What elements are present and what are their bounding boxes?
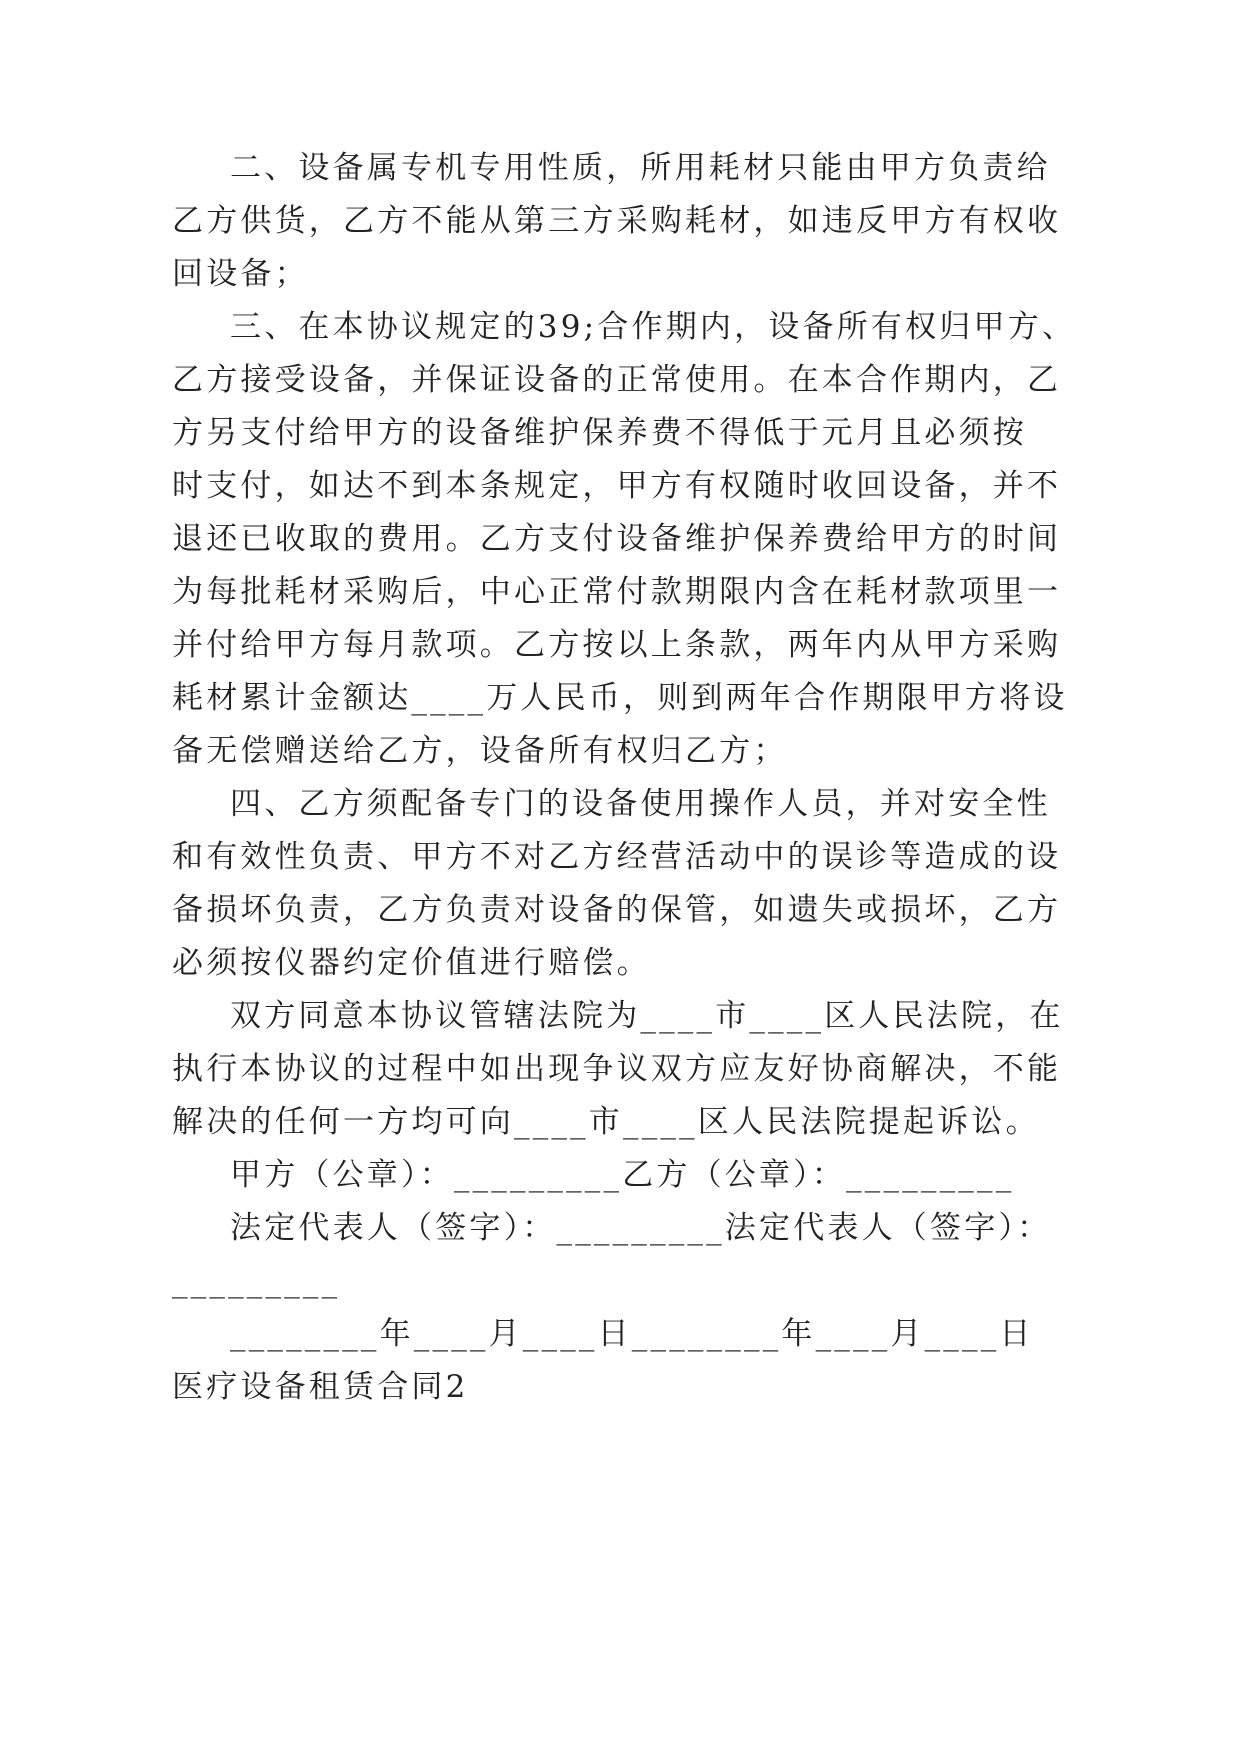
section-heading: 医疗设备租赁合同2 [172,1369,469,1405]
text-line: 时支付，如达不到本条规定，甲方有权随时收回设备，并不 [172,468,1062,504]
text-line: 回设备； [172,256,309,292]
text-line: 乙方接受设备，并保证设备的正常使用。在本合作期内，乙 [172,362,1062,398]
text-line: 备损坏负责，乙方负责对设备的保管，如遗失或损坏，乙方 [172,892,1062,928]
text-line: 和有效性负责、甲方不对乙方经营活动中的误诊等造成的设 [172,839,1062,875]
signature-line-seal: 甲方（公章）：_________乙方（公章）：_________ [230,1157,1015,1193]
text-line: 必须按仪器约定价值进行赔偿。 [172,945,651,981]
text-line: 三、在本协议规定的39;合作期内，设备所有权归甲方、 [230,309,1077,345]
text-line: 退还已收取的费用。乙方支付设备维护保养费给甲方的时间 [172,521,1062,557]
signature-blank-continued: _________ [172,1263,341,1299]
text-line: 双方同意本协议管辖法院为____市____区人民法院，在 [230,998,1064,1034]
text-line: 执行本协议的过程中如出现争议双方应友好协商解决，不能 [172,1051,1062,1087]
text-line: 四、乙方须配备专门的设备使用操作人员，并对安全性 [230,786,1051,822]
signature-line-representative: 法定代表人（签字）：_________法定代表人（签字）： [230,1210,1052,1246]
text-line: 方另支付给甲方的设备维护保养费不得低于元月且必须按 [172,415,1027,451]
text-line: 备无偿赠送给乙方，设备所有权归乙方； [172,733,788,769]
text-line: 并付给甲方每月款项。乙方按以上条款，两年内从甲方采购 [172,627,1062,663]
text-line: 乙方供货，乙方不能从第三方采购耗材，如违反甲方有权收 [172,203,1062,239]
text-line: 解决的任何一方均可向____市____区人民法院提起诉讼。 [172,1104,1040,1140]
text-line: 为每批耗材采购后，中心正常付款期限内含在耗材款项里一 [172,574,1062,610]
date-line: ________年____月____日________年____月____日 [230,1316,1034,1352]
text-line: 二、设备属专机专用性质，所用耗材只能由甲方负责给 [230,150,1051,186]
text-line: 耗材累计金额达____万人民币，则到两年合作期限甲方将设 [172,680,1068,716]
